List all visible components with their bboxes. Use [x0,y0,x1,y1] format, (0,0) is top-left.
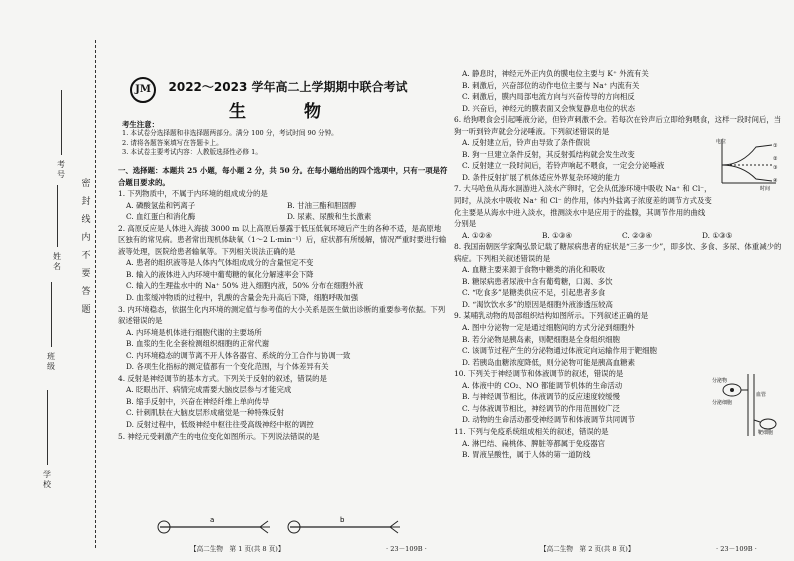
q9-tissue-figure [712,372,784,438]
question-1 [118,188,448,223]
option: C. “吃食多”是糖类供应不足，引起患者多食 [462,288,606,298]
question-stem: 5. 神经元受刺激产生的电位变化如图所示。下列说法错误的是 [118,431,320,441]
question-9 [454,310,782,368]
option: A. 血糖主要来源于食物中糖类的消化和吸收 [462,265,606,275]
footer-left-code: · 23－109B · [386,545,427,553]
option: D. 各项生化指标的测定值都有一个变化范围，与个体差异有关 [126,362,329,372]
field-name: 姓名 [53,252,61,271]
option: A. 淋巴结、扁桃体、脾脏等都属于免疫器官 [462,438,606,448]
q9-label-cell: 分泌细胞 [712,400,733,406]
option: C. 血红蛋白和消化酶 [126,212,196,222]
option: B. 狗一旦建立条件反射，其反射弧结构就会发生改变 [462,149,635,159]
option: C. 反射建立一段时间后，若铃声响起不喂食，一定会分泌唾液 [462,161,665,171]
question-5-options [454,68,782,114]
section-title: 一、选择题：本题共 25 小题，每小题 2 分，共 50 分。在每小题给出的四个选项中，只有一项是符合题目要求的。 [118,166,448,187]
question-stem: 9. 某哺乳动物的局部组织结构如图所示。下列叙述正确的是 [454,311,649,321]
label-b: b [340,516,345,524]
subject-title: 生 物 [229,102,347,122]
field-exam-number: 考号 [57,160,65,179]
notes-title: 考生注意： [122,120,159,129]
q9-label-secretion: 分泌物 [712,378,728,384]
notes-item: 2. 请将各题答案填写在答题卡上。 [122,138,223,147]
notes-item: 1. 本试卷分选择题和非选择题两部分。满分 100 分，考试时间 90 分钟。 [122,129,338,138]
option: B. 甘油三酯和胆固醇 [287,200,357,210]
option: B. 缩手反射中，兴奋在神经纤维上单向传导 [126,396,270,406]
q9-label-target: 靶细胞 [758,430,774,436]
notes-item: 3. 本试卷主要考试内容：人教版选择性必修 1。 [122,148,262,157]
class-line [51,282,52,347]
option: A. ①②④ [462,230,492,240]
option: D. 若胰岛血糖浓度降低，则分泌物可能是胰高血糖素 [462,357,635,367]
option: C. 与体液调节相比，神经调节的作用范围较广泛 [462,403,620,413]
option: B. 胃液呈酸性，属于人体的第一道防线 [462,450,591,460]
exam-notes [122,120,442,158]
option: A. 磷酸氢盐和钙离子 [126,200,196,210]
question-5 [118,431,448,443]
neuron-a [158,516,270,533]
seal-warning: 密 封 线 内 不 要 答 题 [81,179,91,315]
q7-curve-3: ③ [773,165,778,171]
footer-right-code: · 23－109B · [716,545,757,553]
name-line [57,185,58,247]
binding-margin [0,0,98,561]
option: D. “渴饮饮水多”的原因是细胞外液渗透压较高 [462,299,613,309]
question-stem: 2. 高原反应是人体进入海拔 3000 m 以上高原后暴露于低压低氧环境后产生的各种不适，是高原地区独有的常见病。患者常出现机体缺氧（1～2 L·min⁻¹）后，症状都有所缓解，情况严重时要进行输液等处理，医院给患者输氧等。下列相关说法正确的是 [118,223,447,256]
question-stem: 1. 下列物质中，不属于内环境的组成成分的是 [118,189,268,199]
q9-label-vessel: 血管 [756,392,767,398]
q7-y-label: 电位 [716,139,727,145]
option: A. 反射建立后，铃声由导致了条件假说 [462,138,591,148]
seal-line [95,40,96,548]
q7-curve-1: ① [773,143,778,149]
question-7-options [454,230,782,242]
option: D. 兴奋后，神经元的膜表面又会恢复静息电位的状态 [462,103,635,113]
option: A. 图中分泌物一定是通过细胞间的方式分泌到细胞外 [462,323,635,333]
question-2 [118,223,448,304]
q7-curve-2: ② [773,156,778,162]
neuron-b [288,516,400,533]
option: B. ①③④ [542,230,573,240]
neuron-figure [150,512,410,542]
option: B. 糖尿病患者尿液中含有葡萄糖，口渴、多饮 [462,276,613,286]
exam-title: 2022～2023 学年高二上学期期中联合考试 [168,80,408,94]
option: A. 体液中的 CO₂、NO 都能调节机体的生命活动 [462,380,623,390]
q7-x-label: 时间 [760,186,771,191]
option: B. 刺激后，兴奋部位的动作电位主要与 Na⁺ 内流有关 [462,80,640,90]
option: A. 患者的组织液等是人体内气体组成成分的含量恒定不变 [126,258,314,268]
question-stem: 8. 我国南朝医学家陶弘景记载了糖尿病患者的症状是“三多一少”，即多饮、多食、多尿、体重减少的病症。下列相关叙述错误的是 [454,242,782,263]
option: A. 静息时，神经元外正内负的膜电位主要与 K⁺ 外流有关 [462,69,649,78]
option: D. 血浆缓冲物质的过程中，乳酸的含量会先升高后下降，细胞呼吸加强 [126,293,359,303]
question-stem: 7. 大马哈鱼从海水洄游进入淡水产卵时，它会从低渗环境中吸收 Na⁺ 和 Cl⁻，同时，从淡水中吸收 Na⁺ 和 Cl⁻ 的作用，体内外盐离子浓度差的调节方式及变化主要是从海水中进入淡水，推测淡水中是应用于的盐腺，其调节作用的曲线分别是 [454,184,712,229]
option: A. 眨眼出汗、病情完成需要大脑皮层参与才能完成 [126,385,292,395]
option: C. 内环境稳态的调节离不开人体各器官、系统的分工合作与协调一致 [126,350,351,360]
exam-logo: JM [130,77,156,103]
school-line [47,390,48,465]
option: C. 该调节过程产生的分泌物通过体液定向运输作用于靶细胞 [462,346,657,356]
label-a: a [210,516,215,524]
question-3 [118,304,448,373]
option: B. 输入的液体进入内环境中葡萄糖的氧化分解速率会下降 [126,269,314,279]
question-stem: 4. 反射是神经调节的基本方式。下列关于反射的叙述，错误的是 [118,373,327,383]
field-class: 班级 [47,352,55,371]
field-school: 学校 [43,470,51,489]
question-stem: 3. 内环境稳态，依据生化内环境的测定值与参考值的大小关系是医生做出诊断的重要参考依据。下列叙述错误的是 [118,304,446,326]
option: C. 针刺肌肤在大脑皮层形成痛觉是一种特殊反射 [126,408,284,418]
q7-graph [716,135,780,191]
option: D. ①③⑤ [702,230,733,240]
option: A. 内环境是机体进行细胞代谢的主要场所 [126,327,262,337]
option: B. 血浆的生化全套检测组织细胞的正常代谢 [126,339,270,349]
question-4 [118,373,448,431]
option: C. ②③④ [622,230,652,240]
section-choice [118,165,448,442]
question-stem: 11. 下列与免疫系统组成相关的叙述，错误的是 [454,426,609,436]
question-8 [454,241,782,310]
option: B. 与神经调节相比，体液调节的反应速度较缓慢 [462,392,620,402]
option: D. 尿素、尿酸和生长激素 [287,212,372,222]
exam-number-line [61,90,62,155]
footer-right: 【高二生物 第 2 页(共 8 页)】 [540,545,635,553]
q7-curve-4: ④ [773,178,778,184]
option: B. 若分泌物是胰岛素，则靶细胞是全身组织细胞 [462,334,620,344]
question-stem: 10. 下列关于神经调节和体液调节的叙述，错误的是 [454,369,624,379]
option: D. 条件反射扩展了机体适应外界复杂环境的能力 [462,172,621,182]
option: D. 动物的生命活动都受神经调节和体液调节共同调节 [462,415,635,425]
footer-left: 【高二生物 第 1 页(共 8 页)】 [190,545,285,553]
option: C. 输入的生理盐水中的 Na⁺ 50% 进入细胞内液，50% 分布在细胞外液 [126,281,364,291]
question-stem: 6. 给狗喂食会引起唾液分泌，但铃声刺激不会。若每次在铃声后立即给狗喂食，这样一段时间后，当狗一听到铃声就会分泌唾液。下列叙述错误的是 [454,115,782,136]
option: D. 反射过程中，低级神经中枢往往受高级神经中枢的调控 [126,420,314,430]
option: C. 刺激后，膜内局部电流方向与兴奋传导的方向相反 [462,92,635,102]
